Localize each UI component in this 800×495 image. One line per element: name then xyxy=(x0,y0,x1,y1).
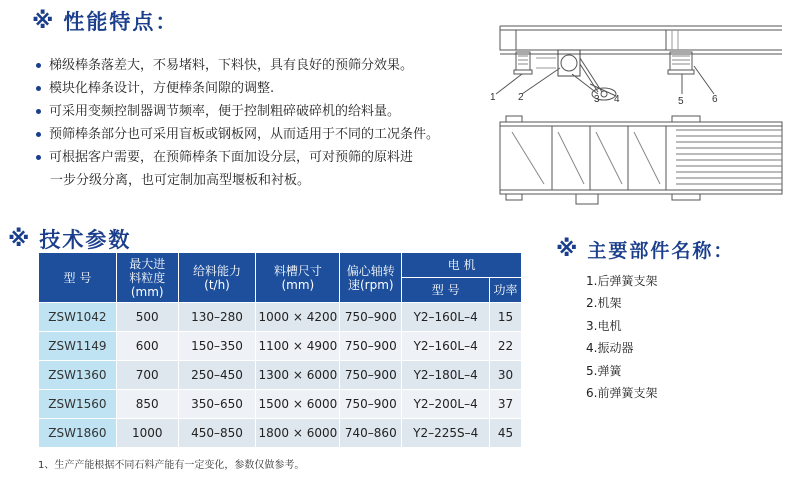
part-item: 2.机架 xyxy=(586,296,622,311)
callout-4: 4 xyxy=(614,94,620,105)
reference-mark-icon: ※ xyxy=(556,237,578,262)
features-heading xyxy=(32,6,178,36)
callout-1: 1 xyxy=(490,92,496,103)
table-row: ZSW1149 600 150–350 1100 × 4900 750–900 Y2–160L–4 22 xyxy=(39,332,522,361)
top-view xyxy=(500,116,782,204)
parts-list xyxy=(586,270,657,404)
table-header-row xyxy=(39,253,522,278)
header-trough-size: 料槽尺寸 (mm) xyxy=(256,253,340,303)
part-item: 1.后弹簧支架 xyxy=(586,274,658,288)
bullet-icon xyxy=(36,109,41,114)
callout-6: 6 xyxy=(712,94,718,105)
params-heading xyxy=(8,224,131,254)
part-item: 6.前弹簧支架 xyxy=(586,386,658,401)
params-title: 技术参数 xyxy=(39,228,132,252)
header-motor-model: 型 号 xyxy=(402,278,490,303)
header-model: 型 号 xyxy=(39,253,117,303)
header-shaft-speed: 偏心轴转 速(rpm) xyxy=(340,253,402,303)
parts-title: 主要部件名称： xyxy=(587,240,735,262)
reference-mark-icon: ※ xyxy=(8,226,30,252)
table-row: ZSW1360 700 250–450 1300 × 6000 750–900 Y2–180L–4 30 xyxy=(39,361,522,390)
footnote: 1、生产产能根据不同石料产能有一定变化，参数仅做参考。 xyxy=(38,460,305,471)
parts-heading xyxy=(556,236,734,263)
table-row: ZSW1042 500 130–280 1000 × 4200 750–900 Y2–160L–4 15 xyxy=(39,303,522,332)
part-item: 3.电机 xyxy=(586,318,622,333)
feeder-diagram xyxy=(486,18,786,214)
side-view xyxy=(496,26,782,100)
table-row: ZSW1860 1000 450–850 1800 × 6000 740–860 Y2–225S–4 45 xyxy=(39,419,522,448)
features-title: 性能特点： xyxy=(63,10,179,34)
spec-table xyxy=(38,252,522,448)
bullet-icon xyxy=(36,155,41,160)
header-max-feed-size: 最大进 料粒度 (mm) xyxy=(116,253,178,303)
feature-item: 预筛棒条部分也可采用盲板或钢板网，从而适用于不同的工况条件。 xyxy=(36,123,496,146)
header-capacity: 给料能力 (t/h) xyxy=(178,253,256,303)
features-list xyxy=(36,54,496,192)
part-item: 4.振动器 xyxy=(586,341,634,356)
bullet-icon xyxy=(36,132,41,137)
feature-item: 模块化棒条设计，方便棒条间隙的调整. xyxy=(36,77,496,100)
bullet-icon xyxy=(36,86,41,91)
feature-item-continuation: 一步分级分离，也可定制加高型堰板和衬板。 xyxy=(50,173,311,188)
callout-5: 5 xyxy=(678,96,684,107)
callout-2: 2 xyxy=(518,92,524,103)
reference-mark-icon: ※ xyxy=(32,8,54,34)
callout-3: 3 xyxy=(594,94,600,105)
feature-item: 梯级棒条落差大，不易堵料，下料快，具有良好的预筛分效果。 xyxy=(36,54,496,77)
header-motor: 电 机 xyxy=(402,253,522,278)
table-row: ZSW1560 850 350–650 1500 × 6000 750–900 Y2–200L–4 37 xyxy=(39,390,522,419)
header-motor-power: 功率 xyxy=(490,278,522,303)
bullet-icon xyxy=(36,63,41,68)
part-item: 5.弹簧 xyxy=(586,363,622,378)
feature-item: 可采用变频控制器调节频率，便于控制粗碎破碎机的给料量。 xyxy=(36,100,496,123)
feature-item: 可根据客户需要，在预筛棒条下面加设分层，可对预筛的原料进 xyxy=(36,146,496,169)
